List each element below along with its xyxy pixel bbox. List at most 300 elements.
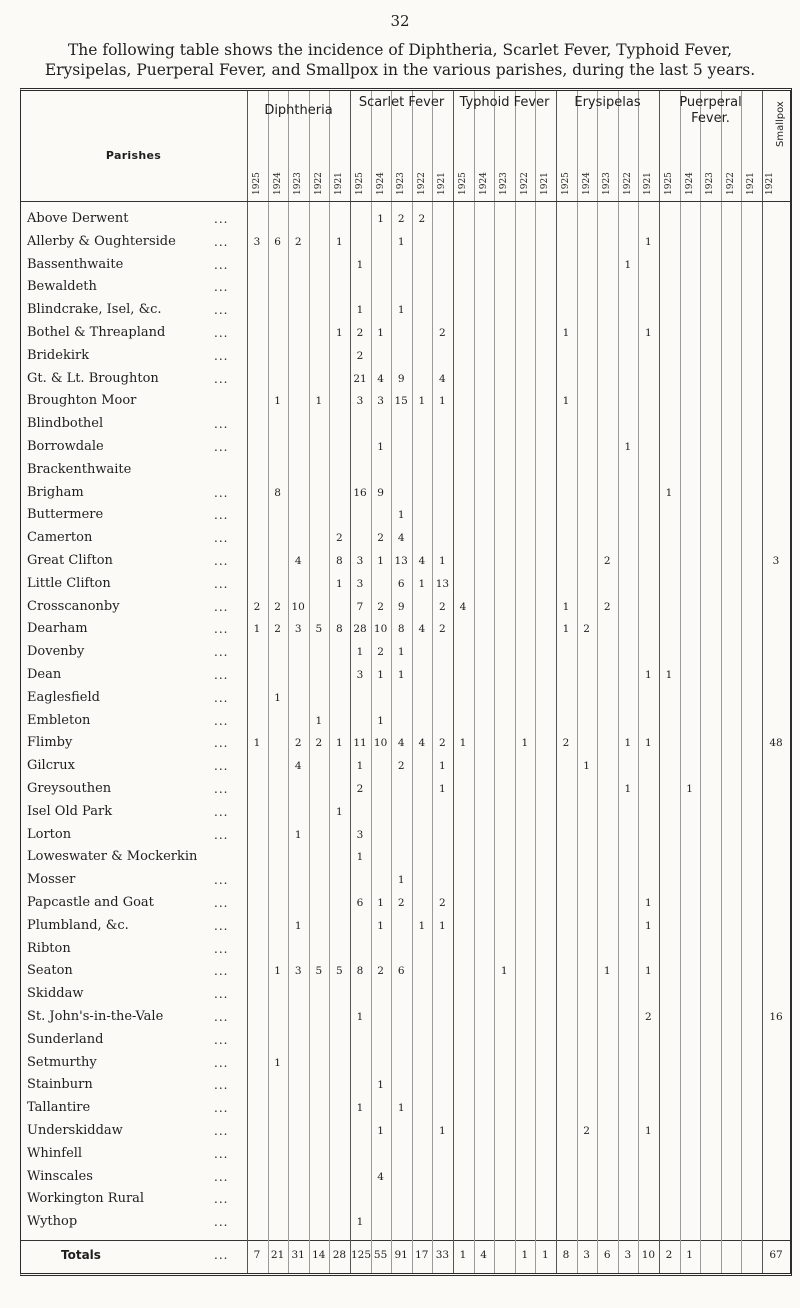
table-cell: 2 xyxy=(274,623,281,636)
total-cell: 17 xyxy=(415,1249,429,1261)
table-cell: 1 xyxy=(439,919,446,932)
year-header: 1925 xyxy=(252,172,262,195)
table-cell: 1 xyxy=(645,327,652,339)
parish-name: Bassenthwaite xyxy=(27,256,124,272)
total-cell: 125 xyxy=(351,1249,372,1261)
totals-leader-dots: ... xyxy=(214,1248,229,1262)
total-cell: 2 xyxy=(665,1249,673,1261)
table-cell: 2 xyxy=(377,646,384,659)
parish-name: St. John's-in-the-Vale xyxy=(27,1009,164,1024)
total-cell: 7 xyxy=(253,1249,261,1261)
table-cell: 1 xyxy=(356,760,364,773)
table-row xyxy=(21,667,790,683)
table-cell: 3 xyxy=(253,235,261,248)
total-cell: 1 xyxy=(542,1249,549,1261)
table-cell: 1 xyxy=(439,395,446,408)
leader-dots: ... xyxy=(214,257,229,272)
table-cell: 1 xyxy=(336,577,343,590)
table-cell: 1 xyxy=(645,965,652,978)
parish-name: Skiddaw xyxy=(27,986,84,1002)
year-header: 1921 xyxy=(540,172,551,195)
parish-name: Blindbothel xyxy=(27,416,104,432)
table-cell: 2 xyxy=(397,897,405,909)
table-cell: 1 xyxy=(315,395,323,408)
leader-dots: ... xyxy=(214,1169,229,1184)
table-cell: 1 xyxy=(253,737,261,750)
parish-name: Bewaldeth xyxy=(27,279,97,295)
table-cell: 15 xyxy=(394,395,408,408)
leader-dots: ... xyxy=(214,896,229,910)
leader-dots: ... xyxy=(214,987,229,1002)
table-cell: 6 xyxy=(397,965,405,978)
year-header: 1923 xyxy=(602,172,613,195)
year-header: 1925 xyxy=(458,172,468,195)
year-header: 1925 xyxy=(561,172,571,195)
year-header: 1924 xyxy=(684,172,695,195)
table-cell: 1 xyxy=(645,235,652,248)
table-cell: 4 xyxy=(377,372,384,385)
table-cell: 1 xyxy=(336,805,343,818)
intro-paragraph: The following table shows the incidence of Diphtheria, Scarlet Fever, Typhoid Fever, Erysipelas, Puerperal Fever, and Smallpox in the various parishes, during the last 5 years. xyxy=(44,41,756,79)
parish-name: Setmurthy xyxy=(27,1054,97,1070)
table-cell: 4 xyxy=(418,737,426,750)
parish-name: Isel Old Park xyxy=(27,803,113,819)
parish-name: Papcastle and Goat xyxy=(27,895,154,910)
total-cell: 3 xyxy=(583,1249,590,1261)
parish-name: Ribton xyxy=(27,940,71,956)
smallpox-cell: 3 xyxy=(772,555,780,567)
table-cell: 2 xyxy=(336,532,343,545)
year-header: 1925 xyxy=(664,172,674,195)
year-header: 1922 xyxy=(725,172,736,195)
table-cell: 1 xyxy=(377,669,384,681)
leader-dots: ... xyxy=(214,440,229,454)
table-cell: 2 xyxy=(603,555,611,567)
parishes-header: Parishes xyxy=(105,149,162,162)
year-header: 1922 xyxy=(313,172,324,195)
table-cell: 13 xyxy=(435,577,450,590)
table-cell: 4 xyxy=(418,623,426,636)
table-row xyxy=(21,735,790,751)
smallpox-cell: 48 xyxy=(769,737,783,750)
parish-name: Flimby xyxy=(27,735,73,751)
table-row xyxy=(21,1077,790,1093)
leader-dots: ... xyxy=(214,1010,229,1024)
table-cell: 3 xyxy=(356,828,364,841)
table-cell: 1 xyxy=(624,258,632,271)
table-cell: 2 xyxy=(356,349,364,362)
table-cell: 1 xyxy=(624,737,632,750)
leader-dots: ... xyxy=(214,303,229,318)
table-row xyxy=(21,530,790,546)
group-header: Typhoid Fever xyxy=(459,95,550,110)
leader-dots: ... xyxy=(214,576,229,591)
table-row xyxy=(21,1100,790,1116)
table-row xyxy=(21,918,790,934)
leader-dots: ... xyxy=(214,1101,229,1116)
total-cell: 1 xyxy=(686,1249,693,1261)
leader-dots: ... xyxy=(214,485,229,500)
table-cell: 1 xyxy=(356,851,364,864)
table-cell: 4 xyxy=(377,1170,384,1183)
parish-name: Eaglesfield xyxy=(27,689,100,705)
table-cell: 6 xyxy=(274,235,281,248)
table-cell: 1 xyxy=(397,509,405,522)
parish-name: Seaton xyxy=(27,963,73,979)
year-header: 1924 xyxy=(478,172,489,195)
table-cell: 8 xyxy=(397,623,405,636)
parish-name: Bothel & Threapland xyxy=(27,325,166,340)
table-cell: 1 xyxy=(274,395,281,408)
total-cell: 1 xyxy=(521,1249,529,1261)
leader-dots: ... xyxy=(214,827,229,842)
year-header: 1923 xyxy=(499,172,510,195)
year-header: 1922 xyxy=(416,172,427,195)
total-cell: 1 xyxy=(459,1249,467,1261)
table-row xyxy=(21,1123,790,1139)
table-cell: 1 xyxy=(624,441,632,453)
table-cell: 1 xyxy=(377,919,384,932)
totals-row xyxy=(21,1247,790,1263)
table-cell: 8 xyxy=(336,555,343,567)
parish-name: Borrowdale xyxy=(27,439,104,454)
table-cell: 1 xyxy=(356,1011,364,1023)
table-cell: 2 xyxy=(356,783,364,795)
table-cell: 2 xyxy=(294,737,302,750)
table-cell: 1 xyxy=(377,897,384,909)
table-cell: 2 xyxy=(439,600,446,613)
table-cell: 2 xyxy=(253,600,261,613)
table-row xyxy=(21,941,790,957)
parish-name: Great Clifton xyxy=(27,553,113,568)
table-cell: 1 xyxy=(377,1125,384,1137)
group-header: Scarlet Fever xyxy=(358,95,445,110)
table-row xyxy=(21,1146,790,1162)
table-cell: 2 xyxy=(315,737,323,750)
table-cell: 1 xyxy=(418,577,426,590)
table-row xyxy=(21,1191,790,1207)
table-row xyxy=(21,371,790,387)
table-cell: 2 xyxy=(645,1011,652,1023)
leader-dots: ... xyxy=(214,1192,229,1207)
table-cell: 1 xyxy=(356,304,364,317)
table-row xyxy=(21,279,790,295)
table-row xyxy=(21,211,790,227)
total-cell: 14 xyxy=(312,1249,326,1261)
leader-dots: ... xyxy=(214,1032,229,1047)
leader-dots: ... xyxy=(214,1124,229,1138)
table-row xyxy=(21,895,790,911)
year-header: 1923 xyxy=(293,172,304,195)
table-row xyxy=(21,1214,790,1230)
table-row xyxy=(21,758,790,774)
parish-name: Dearham xyxy=(27,621,88,637)
total-cell: 55 xyxy=(373,1249,388,1261)
table-cell: 1 xyxy=(336,737,343,750)
year-header: 1925 xyxy=(355,172,365,195)
year-header: 1921 xyxy=(746,172,757,195)
table-cell: 1 xyxy=(645,897,652,909)
table-cell: 1 xyxy=(377,555,384,567)
table-cell: 1 xyxy=(665,486,673,499)
table-cell: 1 xyxy=(356,1102,364,1115)
table-row xyxy=(21,713,790,729)
table-cell: 1 xyxy=(459,737,467,750)
parish-name: Camerton xyxy=(27,530,93,546)
year-header: 1921 xyxy=(334,172,345,195)
table-cell: 2 xyxy=(439,897,446,909)
table-cell: 1 xyxy=(603,965,611,978)
table-cell: 1 xyxy=(439,760,446,773)
parish-name: Bridekirk xyxy=(27,347,90,363)
parish-name: Broughton Moor xyxy=(27,393,137,409)
table-cell: 16 xyxy=(353,486,367,499)
table-cell: 3 xyxy=(377,395,384,408)
table-row xyxy=(21,1169,790,1185)
table-cell: 1 xyxy=(583,760,590,773)
table-cell: 1 xyxy=(397,304,405,317)
table-cell: 1 xyxy=(562,600,570,613)
table-cell: 4 xyxy=(459,600,467,613)
table-cell: 1 xyxy=(439,1125,446,1137)
table-cell: 2 xyxy=(397,213,405,225)
smallpox-total: 67 xyxy=(769,1249,783,1261)
table-row xyxy=(21,553,790,569)
table-cell: 1 xyxy=(294,828,302,841)
table-cell: 1 xyxy=(645,737,652,750)
table-cell: 9 xyxy=(377,486,384,499)
table-cell: 1 xyxy=(253,623,261,636)
leader-dots: ... xyxy=(214,417,229,432)
table-cell: 4 xyxy=(397,737,405,750)
leader-dots: ... xyxy=(214,554,229,568)
header-rule xyxy=(21,201,790,202)
year-header: 1924 xyxy=(375,172,386,195)
table-cell: 1 xyxy=(562,623,570,636)
table-row xyxy=(21,576,790,592)
parish-name: Crosscanonby xyxy=(27,598,120,614)
smallpox-header: Smallpox xyxy=(775,101,786,147)
table-cell: 10 xyxy=(291,600,305,613)
table-cell: 5 xyxy=(315,623,323,636)
table-row xyxy=(21,1009,790,1025)
table-cell: 1 xyxy=(356,1216,364,1229)
table-cell: 6 xyxy=(356,897,364,909)
parish-name: Underskiddaw xyxy=(27,1123,123,1138)
leader-dots: ... xyxy=(214,371,229,386)
table-row xyxy=(21,1055,790,1071)
table-row xyxy=(21,599,790,615)
parish-name: Gilcrux xyxy=(27,758,75,774)
table-cell: 1 xyxy=(274,691,281,704)
table-row xyxy=(21,827,790,843)
year-header: 1921 xyxy=(643,172,654,195)
table-row xyxy=(21,872,790,888)
table-cell: 2 xyxy=(418,213,426,225)
leader-dots: ... xyxy=(214,918,229,933)
year-header: 1923 xyxy=(705,172,716,195)
table-row xyxy=(21,485,790,501)
parish-name: Brigham xyxy=(27,484,84,500)
table-cell: 13 xyxy=(394,555,408,567)
leader-dots: ... xyxy=(214,941,229,956)
leader-dots: ... xyxy=(214,1078,229,1093)
table-cell: 2 xyxy=(377,965,384,978)
year-header: 1922 xyxy=(519,172,530,195)
table-cell: 1 xyxy=(397,874,405,887)
parish-name: Gt. & Lt. Broughton xyxy=(27,370,159,386)
parish-name: Wythop xyxy=(27,1214,78,1230)
table-cell: 1 xyxy=(521,737,529,750)
table-cell: 2 xyxy=(377,600,384,613)
total-cell: 21 xyxy=(270,1249,285,1261)
parish-name: Workington Rural xyxy=(27,1191,145,1207)
table-cell: 9 xyxy=(397,600,405,613)
leader-dots: ... xyxy=(214,348,229,363)
table-cell: 10 xyxy=(373,737,388,750)
table-cell: 2 xyxy=(377,532,384,545)
table-cell: 4 xyxy=(294,555,302,567)
parish-name: Tallantire xyxy=(27,1100,91,1116)
leader-dots: ... xyxy=(214,280,229,295)
table-cell: 3 xyxy=(356,555,364,567)
table-cell: 1 xyxy=(377,327,384,339)
total-cell: 33 xyxy=(435,1249,450,1261)
incidence-table xyxy=(20,88,792,1276)
group-header: Puerperal Fever. xyxy=(679,95,742,126)
year-header: 1922 xyxy=(622,172,633,195)
table-cell: 1 xyxy=(397,646,405,659)
table-row xyxy=(21,963,790,979)
table-cell: 1 xyxy=(562,395,570,408)
smallpox-cell: 16 xyxy=(769,1011,783,1023)
table-cell: 1 xyxy=(624,783,632,795)
table-cell: 1 xyxy=(336,235,343,248)
table-cell: 28 xyxy=(353,623,367,636)
table-cell: 1 xyxy=(645,669,652,681)
table-row xyxy=(21,257,790,273)
totals-rule xyxy=(21,1240,790,1241)
table-cell: 1 xyxy=(645,1125,652,1137)
table-cell: 2 xyxy=(294,235,302,248)
leader-dots: ... xyxy=(214,234,229,249)
leader-dots: ... xyxy=(214,668,229,682)
table-cell: 1 xyxy=(315,714,323,727)
leader-dots: ... xyxy=(214,326,229,340)
parish-name: Brackenthwaite xyxy=(27,461,132,477)
table-cell: 2 xyxy=(439,623,446,636)
table-cell: 4 xyxy=(439,372,446,385)
parish-name: Blindcrake, Isel, &c. xyxy=(27,302,162,318)
parish-name: Mosser xyxy=(27,872,76,888)
year-header: 1923 xyxy=(396,172,407,195)
parish-name: Allerby & Oughterside xyxy=(27,233,176,249)
parish-name: Above Derwent xyxy=(27,211,129,226)
table-cell: 9 xyxy=(397,372,405,385)
leader-dots: ... xyxy=(214,736,229,751)
table-row xyxy=(21,644,790,660)
table-cell: 1 xyxy=(274,965,281,978)
parish-name: Plumbland, &c. xyxy=(27,917,129,933)
table-cell: 1 xyxy=(377,441,384,453)
parish-name: Dovenby xyxy=(27,644,85,660)
group-header: Erysipelas xyxy=(574,95,641,110)
parish-name: Winscales xyxy=(27,1168,93,1184)
table-row xyxy=(21,439,790,455)
table-cell: 8 xyxy=(274,486,281,499)
total-cell: 8 xyxy=(562,1249,570,1261)
table-cell: 1 xyxy=(397,669,405,681)
parish-name: Lorton xyxy=(27,826,72,842)
total-cell: 10 xyxy=(641,1249,656,1261)
table-cell: 3 xyxy=(294,623,302,636)
table-cell: 2 xyxy=(356,327,364,339)
table-cell: 1 xyxy=(645,919,652,932)
table-row xyxy=(21,462,790,478)
group-header: Diphtheria xyxy=(264,103,333,118)
total-cell: 3 xyxy=(624,1249,632,1261)
parish-name: Stainburn xyxy=(27,1077,93,1093)
parish-name: Greysouthen xyxy=(27,781,112,796)
table-cell: 21 xyxy=(353,372,367,385)
table-cell: 1 xyxy=(356,646,364,659)
table-cell: 6 xyxy=(397,577,405,590)
table-cell: 8 xyxy=(336,623,343,636)
table-cell: 4 xyxy=(294,760,302,773)
total-cell: 6 xyxy=(603,1249,611,1261)
totals-label: Totals xyxy=(61,1248,101,1262)
total-cell: 31 xyxy=(291,1249,305,1261)
table-cell: 5 xyxy=(315,965,323,978)
leader-dots: ... xyxy=(214,645,229,660)
leader-dots: ... xyxy=(214,1055,229,1070)
page-number: 32 xyxy=(390,12,410,30)
table-cell: 11 xyxy=(353,737,367,750)
table-cell: 1 xyxy=(439,783,446,795)
table-cell: 1 xyxy=(356,258,364,271)
table-cell: 1 xyxy=(665,669,673,681)
leader-dots: ... xyxy=(214,690,229,705)
year-header: 1921 xyxy=(437,172,448,195)
table-row xyxy=(21,986,790,1002)
parish-name: Dean xyxy=(27,667,62,682)
table-cell: 1 xyxy=(377,213,384,225)
table-cell: 3 xyxy=(356,669,364,681)
leader-dots: ... xyxy=(214,759,229,774)
table-cell: 1 xyxy=(500,965,508,978)
table-cell: 1 xyxy=(294,919,302,932)
leader-dots: ... xyxy=(214,212,229,226)
parish-name: Sunderland xyxy=(27,1031,104,1047)
table-cell: 2 xyxy=(562,737,570,750)
table-cell: 8 xyxy=(356,965,364,978)
table-row xyxy=(21,849,790,865)
table-row xyxy=(21,348,790,364)
table-cell: 5 xyxy=(336,965,343,978)
leader-dots: ... xyxy=(214,713,229,728)
leader-dots: ... xyxy=(214,531,229,546)
table-cell: 1 xyxy=(439,555,446,567)
parish-name: Embleton xyxy=(27,712,91,728)
leader-dots: ... xyxy=(214,782,229,796)
table-cell: 4 xyxy=(397,532,405,545)
table-row xyxy=(21,804,790,820)
parish-name: Loweswater & Mockerkin xyxy=(27,849,198,865)
table-cell: 2 xyxy=(583,623,590,636)
table-cell: 2 xyxy=(397,760,405,773)
total-cell: 91 xyxy=(394,1249,408,1261)
table-cell: 2 xyxy=(603,600,611,613)
